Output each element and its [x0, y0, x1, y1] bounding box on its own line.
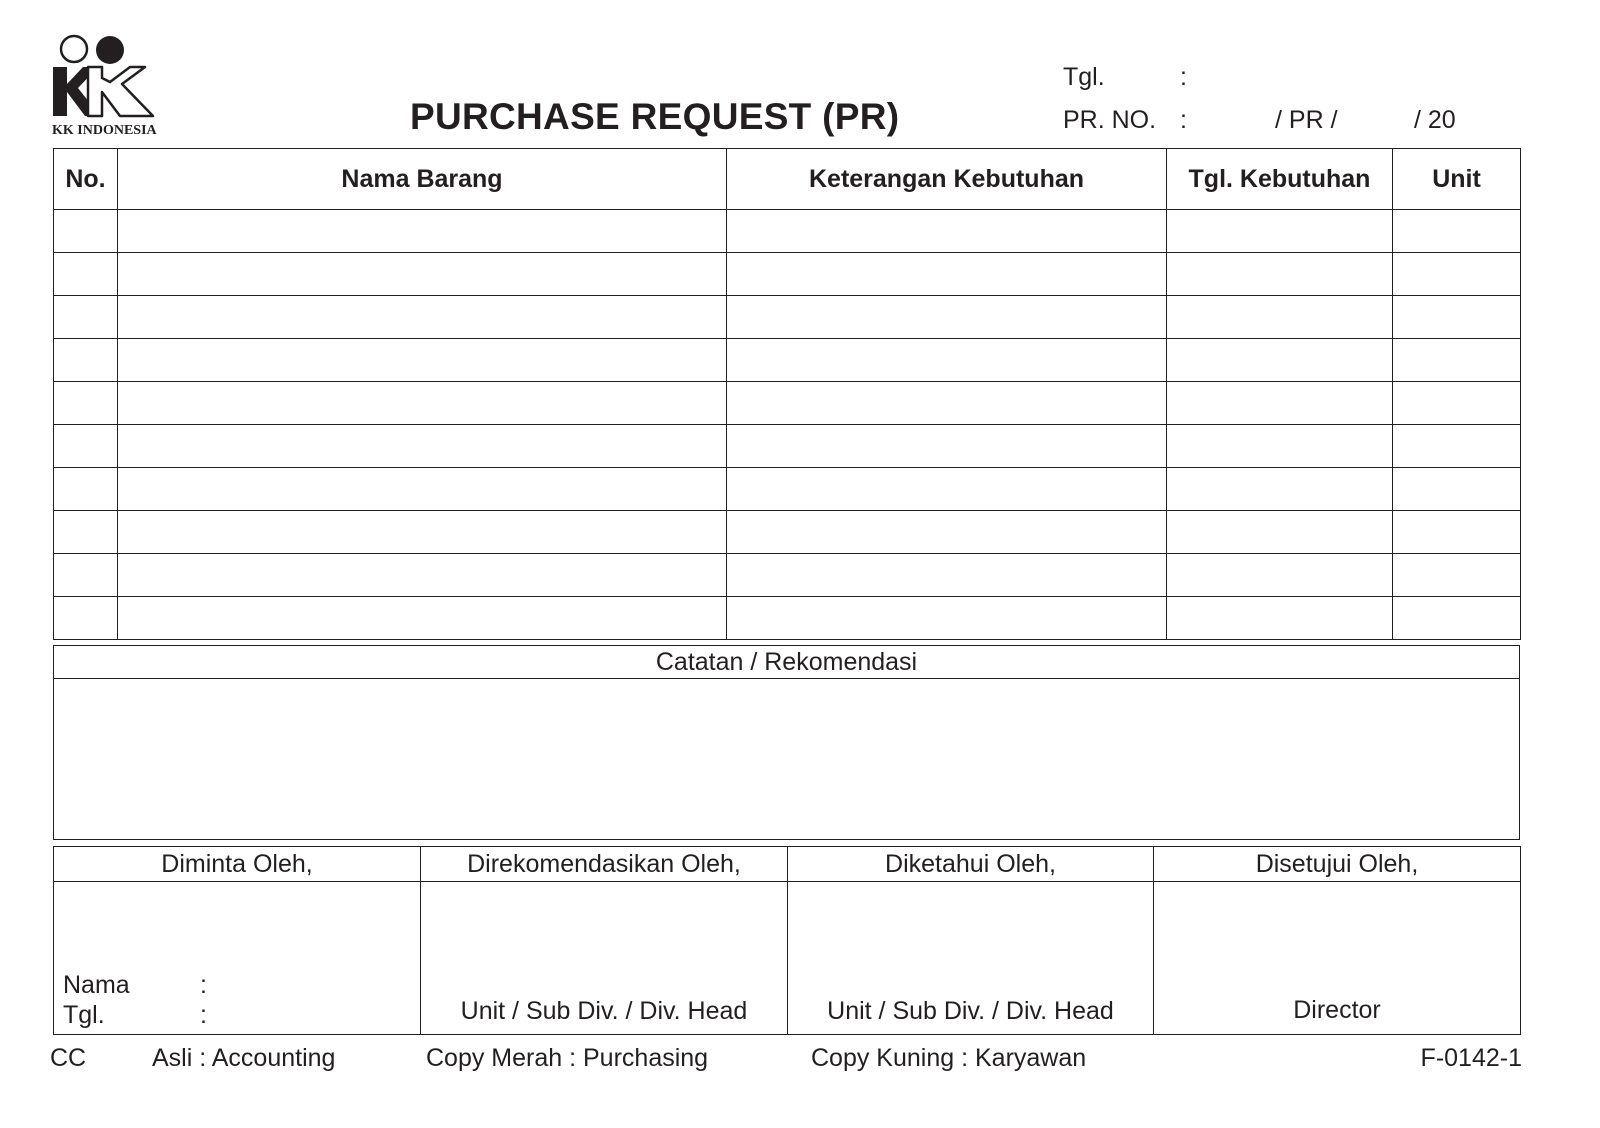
cell-tgl-kebutuhan[interactable]	[1167, 468, 1393, 511]
cell-nama-barang[interactable]	[118, 296, 727, 339]
recommended-by-header: Direkomendasikan Oleh,	[421, 847, 788, 882]
cell-nama-barang[interactable]	[118, 425, 727, 468]
cell-no[interactable]	[54, 597, 118, 640]
items-table-header-row	[54, 149, 1521, 210]
items-table-body	[54, 210, 1521, 640]
acknowledged-by-signature-cell[interactable]	[788, 882, 1154, 1035]
cell-tgl-kebutuhan[interactable]	[1167, 296, 1393, 339]
table-row	[54, 554, 1521, 597]
requested-by-signature-cell[interactable]	[54, 882, 421, 1035]
cell-unit[interactable]	[1393, 425, 1521, 468]
cell-unit[interactable]	[1393, 382, 1521, 425]
table-row	[54, 253, 1521, 296]
approved-role: Director	[1293, 996, 1381, 1024]
column-header-keterangan-kebutuhan: Keterangan Kebutuhan	[727, 149, 1167, 210]
name-colon: :	[200, 971, 207, 999]
cell-unit[interactable]	[1393, 210, 1521, 253]
footer-copy-yellow: Copy Kuning : Karyawan	[811, 1044, 1087, 1072]
footer-copy-red: Copy Merah : Purchasing	[426, 1044, 709, 1072]
cell-keterangan-kebutuhan[interactable]	[727, 511, 1167, 554]
cell-nama-barang[interactable]	[118, 468, 727, 511]
cell-tgl-kebutuhan[interactable]	[1167, 382, 1393, 425]
prno-colon: :	[1180, 106, 1187, 134]
table-row	[54, 468, 1521, 511]
table-row	[54, 511, 1521, 554]
cell-no[interactable]	[54, 382, 118, 425]
page-title: PURCHASE REQUEST (PR)	[410, 96, 900, 137]
cell-tgl-kebutuhan[interactable]	[1167, 253, 1393, 296]
footer-cc: CC	[50, 1044, 87, 1072]
cell-nama-barang[interactable]	[118, 511, 727, 554]
recommended-role: Unit / Sub Div. / Div. Head	[460, 997, 748, 1025]
column-header-tgl-kebutuhan: Tgl. Kebutuhan	[1167, 149, 1393, 210]
cell-unit[interactable]	[1393, 597, 1521, 640]
prno-pr-segment: / PR /	[1275, 106, 1338, 134]
cell-keterangan-kebutuhan[interactable]	[727, 253, 1167, 296]
date-label: Tgl.	[63, 1001, 105, 1029]
tgl-colon: :	[1180, 63, 1187, 91]
cell-keterangan-kebutuhan[interactable]	[727, 554, 1167, 597]
name-label: Nama	[63, 971, 130, 999]
table-row	[54, 382, 1521, 425]
cell-no[interactable]	[54, 339, 118, 382]
notes-header: Catatan / Rekomendasi	[54, 646, 1519, 679]
cell-no[interactable]	[54, 468, 118, 511]
cell-tgl-kebutuhan[interactable]	[1167, 339, 1393, 382]
cell-keterangan-kebutuhan[interactable]	[727, 468, 1167, 511]
approved-by-header: Disetujui Oleh,	[1154, 847, 1521, 882]
items-table	[53, 148, 1521, 640]
cell-no[interactable]	[54, 425, 118, 468]
acknowledged-role: Unit / Sub Div. / Div. Head	[827, 997, 1114, 1025]
cell-unit[interactable]	[1393, 296, 1521, 339]
cell-no[interactable]	[54, 554, 118, 597]
cell-tgl-kebutuhan[interactable]	[1167, 554, 1393, 597]
cell-unit[interactable]	[1393, 511, 1521, 554]
signature-header-row	[54, 847, 1521, 882]
date-colon: :	[200, 1001, 207, 1029]
cell-no[interactable]	[54, 210, 118, 253]
cell-keterangan-kebutuhan[interactable]	[727, 339, 1167, 382]
footer-original: Asli : Accounting	[152, 1044, 336, 1072]
cell-nama-barang[interactable]	[118, 382, 727, 425]
footer-form-code: F-0142-1	[1420, 1044, 1522, 1072]
table-row	[54, 296, 1521, 339]
table-row	[54, 597, 1521, 640]
cell-tgl-kebutuhan[interactable]	[1167, 210, 1393, 253]
cell-keterangan-kebutuhan[interactable]	[727, 597, 1167, 640]
notes-box	[53, 645, 1520, 840]
cell-keterangan-kebutuhan[interactable]	[727, 382, 1167, 425]
cell-nama-barang[interactable]	[118, 210, 727, 253]
cell-tgl-kebutuhan[interactable]	[1167, 597, 1393, 640]
table-row	[54, 425, 1521, 468]
cell-keterangan-kebutuhan[interactable]	[727, 210, 1167, 253]
cell-nama-barang[interactable]	[118, 339, 727, 382]
signature-table	[53, 846, 1521, 1035]
cell-keterangan-kebutuhan[interactable]	[727, 296, 1167, 339]
cell-tgl-kebutuhan[interactable]	[1167, 425, 1393, 468]
cell-tgl-kebutuhan[interactable]	[1167, 511, 1393, 554]
cell-no[interactable]	[54, 511, 118, 554]
logo-company-name: KK INDONESIA	[52, 123, 157, 138]
cell-nama-barang[interactable]	[118, 253, 727, 296]
cell-unit[interactable]	[1393, 339, 1521, 382]
cell-nama-barang[interactable]	[118, 554, 727, 597]
column-header-no: No.	[54, 149, 118, 210]
cell-unit[interactable]	[1393, 468, 1521, 511]
acknowledged-by-header: Diketahui Oleh,	[788, 847, 1154, 882]
column-header-nama-barang: Nama Barang	[118, 149, 727, 210]
cell-keterangan-kebutuhan[interactable]	[727, 425, 1167, 468]
signature-body-row	[54, 882, 1521, 1035]
prno-year-segment: / 20	[1414, 106, 1456, 134]
approved-by-signature-cell[interactable]	[1154, 882, 1521, 1035]
cell-nama-barang[interactable]	[118, 597, 727, 640]
table-row	[54, 339, 1521, 382]
table-row	[54, 210, 1521, 253]
column-header-unit: Unit	[1393, 149, 1521, 210]
cell-no[interactable]	[54, 296, 118, 339]
cell-unit[interactable]	[1393, 554, 1521, 597]
notes-area[interactable]	[54, 679, 1519, 837]
cell-unit[interactable]	[1393, 253, 1521, 296]
cell-no[interactable]	[54, 253, 118, 296]
recommended-by-signature-cell[interactable]	[421, 882, 788, 1035]
prno-label: PR. NO.	[1063, 106, 1157, 134]
tgl-label: Tgl.	[1063, 63, 1105, 91]
requested-by-header: Diminta Oleh,	[54, 847, 421, 882]
